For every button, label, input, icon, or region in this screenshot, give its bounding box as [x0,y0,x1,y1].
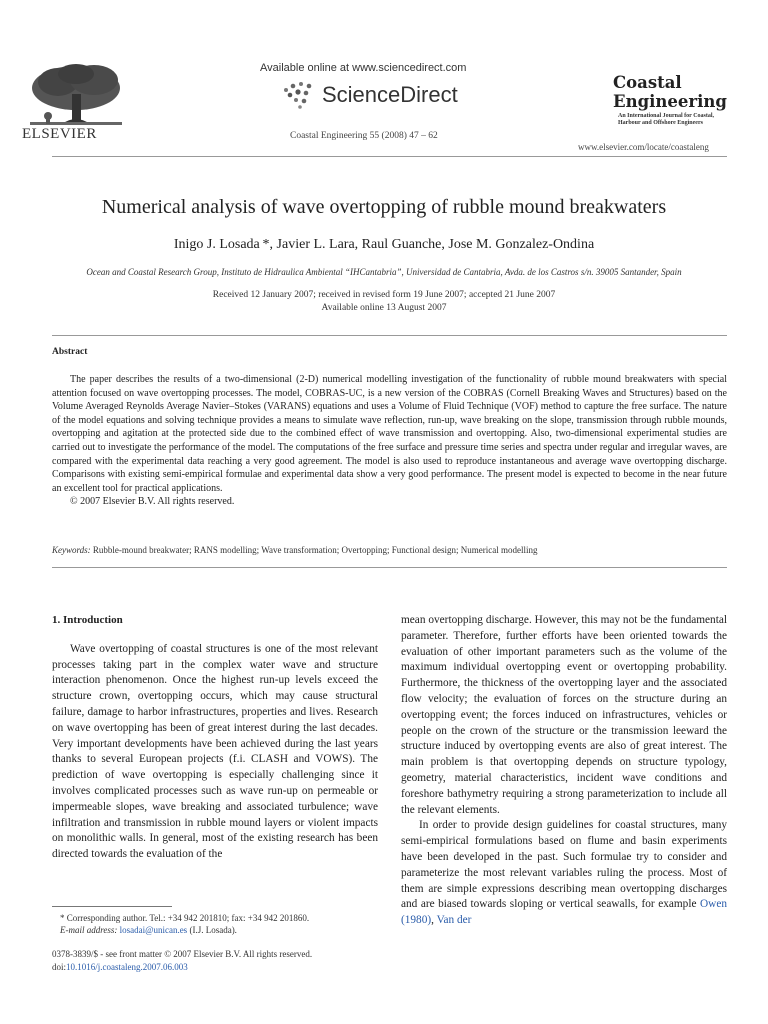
affiliation: Ocean and Coastal Research Group, Instituto de Hidraulica Ambiental “IHCantabria”, Universidad de Cantabria, Avda. de los Castros s/n. 39005 Santander, Spain [86,267,682,277]
journal-title [613,73,727,111]
issn-line: 0378-3839/$ - see front matter © 2007 Elsevier B.V. All rights reserved. [52,949,313,959]
available-online-text[interactable]: Available online at www.sciencedirect.com [260,62,467,74]
email-owner: (I.J. Losada). [189,925,237,935]
journal-title-line2: Engineering [613,92,727,111]
footnote [60,912,380,936]
footnote-divider [52,906,172,907]
header-divider [52,156,727,157]
right-column [401,613,727,929]
abstract-text: The paper describes the results of a two-dimensional (2-D) numerical modelling investigation of the functionality of rubble mound breakwaters with special attention focused on wave overtopping processes. The model, COBRAS-UC, is a new version of the COBRAS (Cornell Breaking Waves and Structures) based on the Volume Averaged Reynolds Average Navier–Stokes (VARANS) equations and uses a Volume of Fluid Technique (VOF) method to capture the free surface. The nature of the model equations and solving technique provides a means to simulate wave reflection, run-up, wave breaking on the slope, transmission through rubble mounds, overtopping and agitation at the protected side due to the combined effect of wave transmission and overtopping. Also, two-dimensional experimental studies are carried out to investigate the performance of the model. The computations of the free surface and pressure time series and spectra under regular and irregular waves, are compared with the experimental data reaching a very good agreement. The model is also used to reproduce instantaneous and average wave overtopping discharge. Comparisons with existing semi-empirical formulae and experimental data show a very good performance. The present model is expected to become in the near future an excellent tool for practical applications. [52,374,727,494]
keywords-label: Keywords: [52,545,91,555]
intro-paragraph-2: mean overtopping discharge. However, this may not be the fundamental parameter. Therefore, further efforts have been oriented towards the evaluation of other important parameters such as the volume of the maximum individual overtopping event or overtopping probability. Furthermore, the thickness of the overtopping layer and the associated flow velocity; the evaluation of forces on the structure during an overtopping event; the forces induced on infrastructures, vehicles or people on the crown of the structure or the transmission leeward the structure induced by overtopping events are also of great interest. The main problem is that overtopping depends on structure typology, geometry, material characteristics, incident wave conditions and foreshore bathymetry requiring a strong parameterization to include all the relevant elements. [401,614,727,816]
keywords-list: Rubble-mound breakwater; RANS modelling; Wave transformation; Overtopping; Functional design; Numerical modelling [92,545,538,555]
intro-paragraph-1: Wave overtopping of coastal structures is one of the most relevant processes taking part in the complex water wave and structure interaction phenomenon. Once the highest run-up levels exceed the structure crown, overtopping occurs, which may cause structural failure, damage to harbor infrastructures, properties and lives. Research on wave overtopping has been of great interest during the last decades. Very important developments have been achieved during the last years thanks to several European projects (f.i. CLASH and VOWS). The prediction of wave overtopping is especially challenging since it involves complicated processes such as wave run-up on permeable or impermeable slopes, wave breaking and associated turbulence; wave infiltration and transmission in rubble mound layers or violent impacts on monolithic walls. In general, most of the existing research has been directed towards the evaluation of the [52,642,378,861]
journal-title-line1: Coastal [613,73,682,92]
article-dates [0,289,768,315]
sciencedirect-dots-icon [282,80,316,110]
abstract-copyright: © 2007 Elsevier B.V. All rights reserved. [70,496,235,508]
abstract-body [52,373,727,509]
publisher-name: ELSEVIER [22,126,97,142]
front-matter [52,948,392,973]
paper-title: Numerical analysis of wave overtopping of rubble mound breakwaters [101,196,667,218]
email-link[interactable]: losadai@unican.es [119,925,188,935]
email-label: E-mail address: [60,925,118,935]
available-date: Available online 13 August 2007 [321,303,447,313]
citation-link-van-der[interactable]: Van der [436,914,472,927]
corresponding-author-note: * Corresponding author. Tel.: +34 942 201810; fax: +34 942 201860. [60,913,310,923]
email-line [60,924,380,936]
author-list: Inigo J. Losada *, Javier L. Lara, Raul Guanche, Jose M. Gonzalez-Ondina [173,237,595,252]
abstract-heading: Abstract [52,347,88,357]
journal-subtitle: An International Journal for Coastal, Harbour and Offshore Engineers [618,113,715,126]
citation-link-owen[interactable]: Owen (1980) [401,898,727,927]
section-heading: 1. Introduction [52,614,123,626]
journal-url-link[interactable]: www.elsevier.com/locate/coastaleng [578,142,709,152]
journal-reference: Coastal Engineering 55 (2008) 47 – 62 [290,131,438,141]
intro-paragraph-3-text: In order to provide design guidelines for coastal structures, many semi-empirical formulations based on flume and basin experiments have been developed in the past. Such formulae try to consider and parameterize the most relevant variables ruling the process. Most of them are simple expressions describing mean overtopping discharges and are biased towards sloping or vertical seawalls, for example [401,819,727,911]
abstract-divider-top [52,335,727,336]
left-column [52,613,378,863]
keywords [52,545,727,555]
doi-line [52,961,392,974]
sciencedirect-wordmark: ScienceDirect [322,82,458,107]
citation-separator: , [431,914,437,927]
doi-link[interactable]: 10.1016/j.coastaleng.2007.06.003 [66,961,188,972]
received-dates: Received 12 January 2007; received in revised form 19 June 2007; accepted 21 June 2007 [212,290,556,300]
abstract-divider-bottom [52,567,727,568]
sciencedirect-logo[interactable] [282,80,458,110]
intro-paragraph-3 [401,818,727,929]
doi-prefix: doi: [52,961,67,972]
